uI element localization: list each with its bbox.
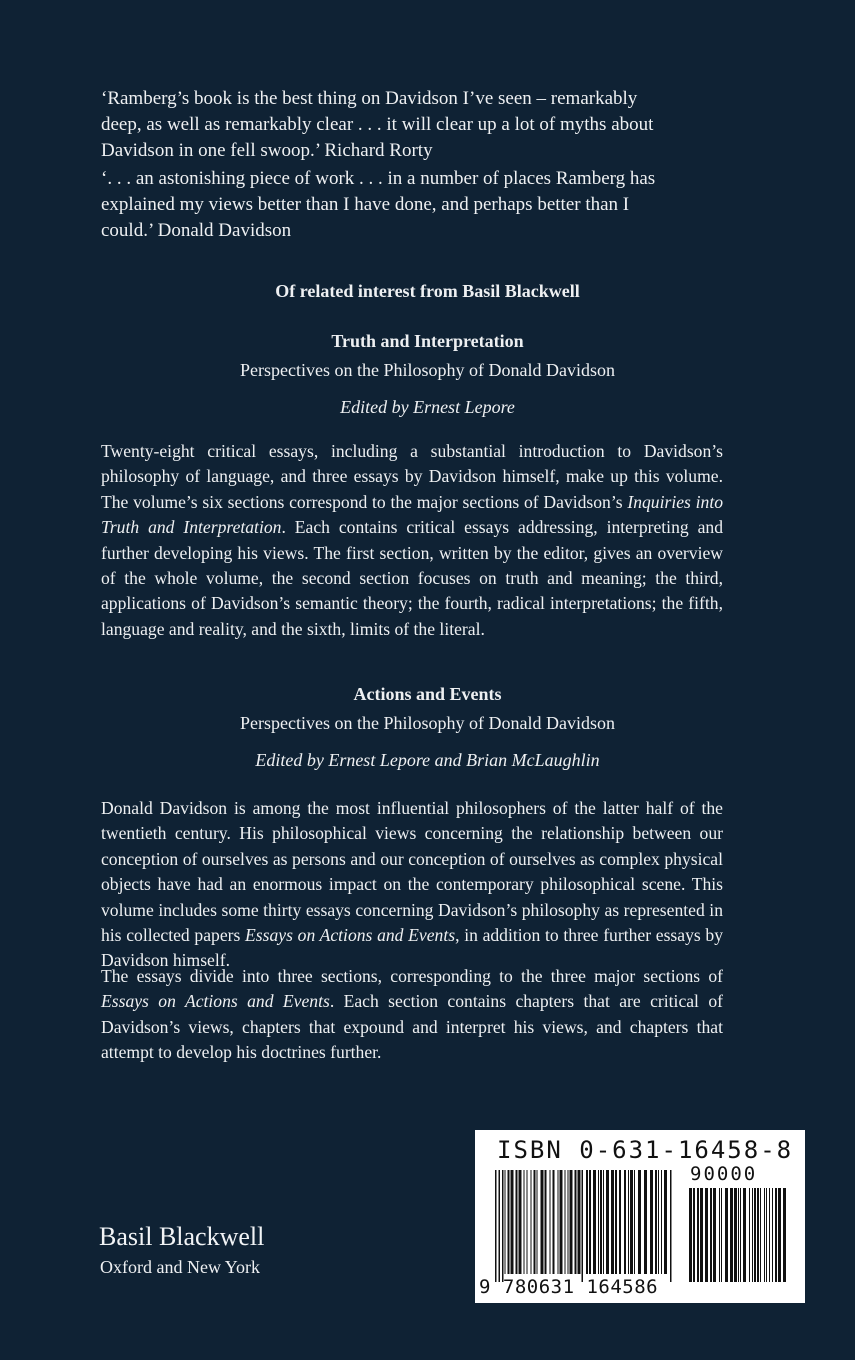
book-editor: Edited by Ernest Lepore xyxy=(340,397,515,417)
barcode-addon-number: 90000 xyxy=(690,1163,758,1185)
barcode-label xyxy=(475,1130,805,1303)
book-description: Donald Davidson is among the most influential philosophers of the latter half of the twentieth century. His philosophical views concerning the relationship between our conception of ourselves as persons and our conception of ourselves as complex physical objects have had an enormous impact on the contemporary philosophical scene. This volume includes some thirty essays concerning Davidson’s philosophy as represented in his collected papers Essays on Actions and Events, in addition to three further essays by Davidson himself. xyxy=(101,798,724,971)
publisher-name: Basil Blackwell xyxy=(99,1222,265,1251)
book-description-continued: The essays divide into three sections, corresponding to the three major sections of Essays on Actions and Events. Each section contains chapters that are critical of Davidson’s views, chapters that expound and interpret his views, and chapters that attempt to develop his doctrines further. xyxy=(101,966,723,1063)
review-quote-rorty: ‘Ramberg’s book is the best thing on Davidson I’ve seen – remarkably deep, as well as remarkably clear . . . it will clear up a lot of myths about Davidson in one fell swoop.’ Richard Rorty xyxy=(101,88,654,161)
book-description: Twenty-eight critical essays, including a substantial introduction to Davidson’s philosophy of language, and three essays by Davidson himself, make up this volume. The volume’s six sections correspond to the major sections of Davidson’s Inquiries into Truth and Interpretation. Each contains critical essays addressing, interpreting and further developing his views. The first section, written by the editor, gives an overview of the whole volume, the second section focuses on truth and meaning; the third, applications of Davidson’s semantic theory; the fourth, radical interpretations; the fifth, language and reality, and the sixth, limits of the literal. xyxy=(101,441,724,639)
isbn-number: ISBN 0-631-16458-8 xyxy=(497,1136,794,1164)
ean-number: 9 780631 164586 xyxy=(479,1276,659,1298)
publisher-cities: Oxford and New York xyxy=(100,1257,260,1277)
book-title-actions-and-events: Actions and Events xyxy=(353,684,502,704)
review-quote-davidson: ‘. . . an astonishing piece of work . . . in a number of places Ramberg has explained my views better than I have done, and perhaps better than I could.’ Donald Davidson xyxy=(101,168,656,241)
book-subtitle: Perspectives on the Philosophy of Donald Davidson xyxy=(240,360,615,380)
book-title-truth-and-interpretation: Truth and Interpretation xyxy=(331,331,524,351)
book-subtitle: Perspectives on the Philosophy of Donald Davidson xyxy=(240,713,615,733)
related-interest-heading: Of related interest from Basil Blackwell xyxy=(275,281,580,301)
book-editor: Edited by Ernest Lepore and Brian McLaughlin xyxy=(255,750,600,770)
